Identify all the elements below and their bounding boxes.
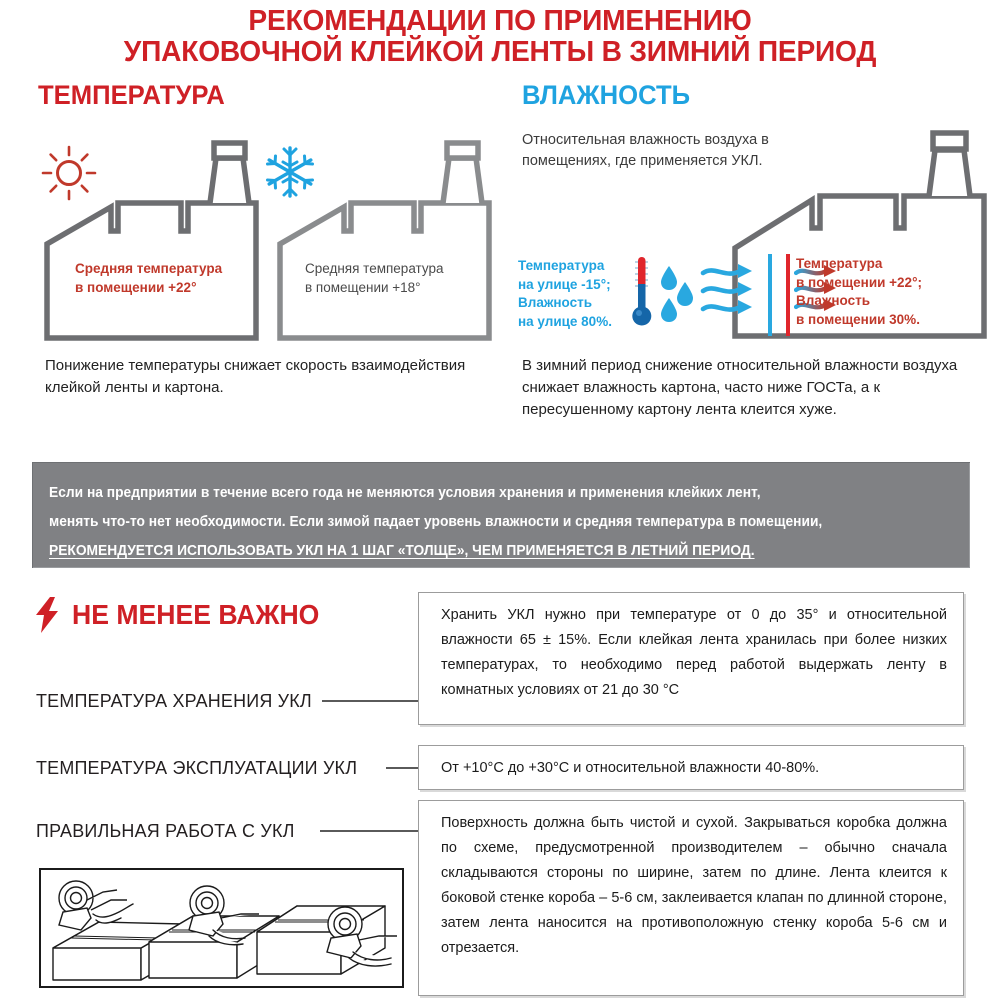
inside-climate-text: Температура в помещении +22°; Влажность в помещении 30%. xyxy=(796,256,922,327)
factory-warm-label: Средняя температура в помещении +22° xyxy=(75,261,223,295)
temperature-panel xyxy=(0,118,500,458)
section-headings xyxy=(0,80,1000,114)
humidity-intro-text: Относительная влажность воздуха в помещениях, где применяется УКЛ. xyxy=(522,132,769,169)
outside-wall-line xyxy=(768,254,772,336)
outside-climate-text: Температура на улице -15°; Влажность на улице 80%. xyxy=(518,258,612,329)
thermometer-icon xyxy=(628,254,656,334)
title-line-1: РЕКОМЕНДАЦИИ ПО ПРИМЕНЕНИЮ xyxy=(248,5,752,37)
connector-usage xyxy=(386,767,418,769)
important-heading xyxy=(36,597,332,633)
textbox-correct-work-text: Поверхность должна быть чистой и сухой. Закрываться коробка должна по схеме, предусмотренной производителем – обычно сначала складываются стороны по ширине, затем по длине. Лента клеится к боковой стенке короба – 5-6 см, заклеивается клапан по длинной стороне, затем лента наносится на противоположную стенку короба 5-6 см и отрезается. xyxy=(441,815,947,956)
label-usage-temperature: ТЕМПЕРАТУРА ЭКСПЛУАТАЦИИ УКЛ xyxy=(36,757,358,778)
textbox-usage-temperature xyxy=(418,745,964,790)
callout-line-1: Если на предприятии в течение всего года не меняются условия хранения и применения клейких лент, xyxy=(49,485,761,501)
factory-warm-shape xyxy=(42,138,262,343)
page-title xyxy=(0,6,1000,68)
lightning-bolt-icon xyxy=(36,597,60,633)
taping-boxes-illustration xyxy=(39,868,404,988)
taping-boxes-svg xyxy=(41,870,402,986)
water-drop-icon xyxy=(658,260,698,330)
factory-cold-label: Средняя температура в помещении +18° xyxy=(305,261,444,295)
textbox-storage-text: Хранить УКЛ нужно при температуре от 0 до 35° и относительной влажности 65 ± 15%. Если клейкая лента хранилась при более низких температурах, то необходимо перед работой выдержать ленту в комнатных условиях от 21 до 30 °C xyxy=(441,607,947,698)
factory-cold-shape xyxy=(275,138,495,343)
inside-wall-line xyxy=(786,254,790,336)
textbox-usage-text: От +10°С до +30°С и относительной влажности 40-80%. xyxy=(441,760,820,776)
connector-storage xyxy=(322,700,418,702)
textbox-correct-work xyxy=(418,800,964,996)
callout-line-2: менять что-то нет необходимости. Если зимой падает уровень влажности и средняя температура в помещении, xyxy=(49,514,823,530)
connector-work xyxy=(320,830,418,832)
textbox-storage-temperature xyxy=(418,592,964,725)
label-storage-temperature: ТЕМПЕРАТУРА ХРАНЕНИЯ УКЛ xyxy=(36,690,312,711)
callout-line-3: РЕКОМЕНДУЕТСЯ ИСПОЛЬЗОВАТЬ УКЛ НА 1 ШАГ «ТОЛЩЕ», ЧЕМ ПРИМЕНЯЕТСЯ В ЛЕТНИЙ ПЕРИОД. xyxy=(49,543,755,559)
airflow-arrows-icon xyxy=(700,261,760,327)
label-correct-work: ПРАВИЛЬНАЯ РАБОТА С УКЛ xyxy=(36,820,295,841)
heading-temperature: ТЕМПЕРАТУРА xyxy=(38,80,225,110)
title-line-2: УПАКОВОЧНОЙ КЛЕЙКОЙ ЛЕНТЫ В ЗИМНИЙ ПЕРИОД xyxy=(123,36,877,68)
heading-humidity: ВЛАЖНОСТЬ xyxy=(522,80,691,110)
humidity-paragraph: В зимний период снижение относительной влажности воздуха снижает влажность картона, часто ниже ГОСТа, а к пересушенному картону лента клеится хуже. xyxy=(522,357,958,418)
temperature-paragraph: Понижение температуры снижает скорость взаимодействия клейкой ленты и картона. xyxy=(45,357,466,396)
gray-callout-box xyxy=(32,462,970,568)
important-title: НЕ МЕНЕЕ ВАЖНО xyxy=(72,599,320,630)
